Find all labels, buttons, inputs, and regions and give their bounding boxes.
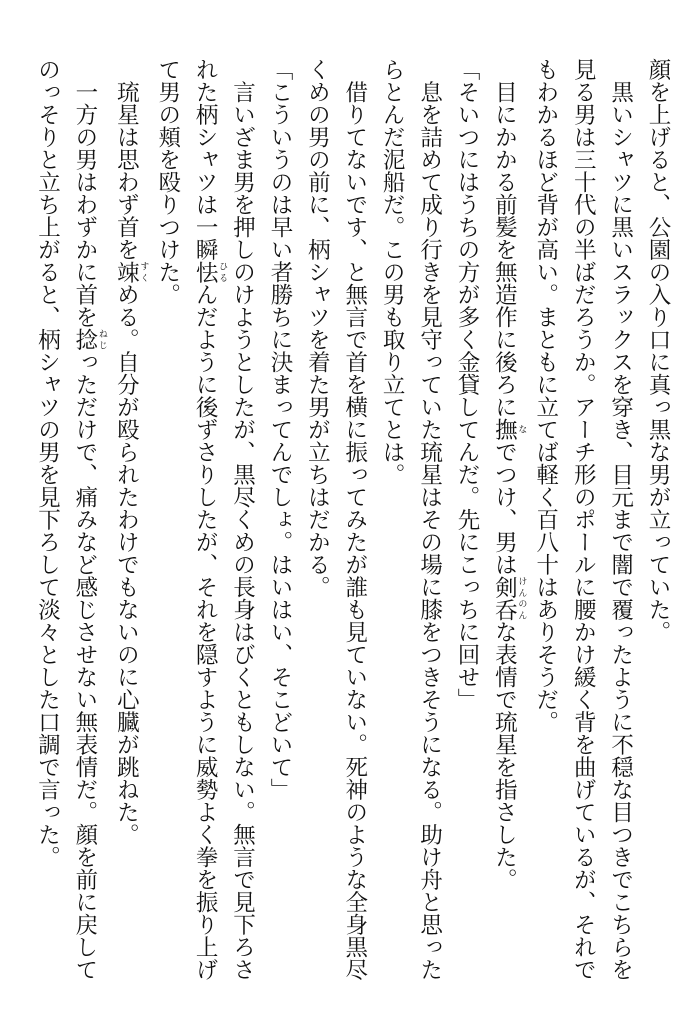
paragraph <box>28 58 107 988</box>
ruby-word <box>71 328 107 351</box>
paragraph <box>107 58 148 988</box>
ruby-word <box>113 260 149 284</box>
ruby-word <box>491 418 527 441</box>
ruby-reading: ねじ <box>96 328 107 351</box>
ruby-word <box>192 260 228 284</box>
text-run: 目にかかる前髪を無造作に後ろに <box>491 58 518 418</box>
text-run: 「そいつにはうちの方が多く金貸してんだ。先にこっちに回せ」 <box>453 58 480 711</box>
text-run: 「こういうのは早い者勝ちに決まってんでしょ。はいはい、そこどいて」 <box>266 58 293 801</box>
text-run: 琉星は思わず首を <box>113 58 140 261</box>
text-run: 黒いシャツに黒いスラックスを穿き、目元まで闇で覆ったように不穏な目つきでこちらを見る男は三十代の半ばだろうか。アーチ形のポールに腰かけ緩く背を曲げているが、それでもわかるほど背が高い。まともに立てば軽く百八十はありそうだ。 <box>532 58 634 981</box>
paragraph <box>298 58 373 988</box>
text-run: でつけ、男は <box>491 440 518 576</box>
text-run: 借りてないです、と無言で首を横に振ってみたが誰も見ていない。死神のような全身黒尽くめの男の前に、柄シャツを着た男が立ちはだかる。 <box>304 58 368 981</box>
paragraph <box>261 58 298 988</box>
paragraph <box>148 58 260 988</box>
text-run: 息を詰めて成り行きを見守っていた琉星はその場に膝をつきそうになる。助け舟と思ったらとんだ泥船だ。この男も取り立てとは。 <box>379 58 443 981</box>
paragraph <box>526 58 638 988</box>
ruby-word <box>491 575 527 621</box>
text-run: 顔を上げると、公園の入り口に真っ黒な男が立っていた。 <box>645 58 671 643</box>
ruby-reading: けんのん <box>516 575 527 621</box>
ruby-reading: すく <box>138 260 149 283</box>
ruby-reading: な <box>516 418 527 441</box>
text-run: っただけで、痛みなど感じさせない無表情だ。顔を前に戻してのっそりと立ち上がると、柄シャツの男を見下ろして淡々とした口調で言った。 <box>34 58 98 981</box>
vertical-text-body <box>28 58 676 988</box>
text-run: 言いざま男を押しのけようとしたが、黒尽くめの長身はびくともしない。無言で見下ろされた柄シャツは一瞬 <box>192 58 256 981</box>
paragraph <box>373 58 448 988</box>
paragraph <box>485 58 526 988</box>
ruby-reading: ひる <box>217 260 228 283</box>
text-run: める。自分が殴られたわけでもないのに心臓が跳ねた。 <box>113 283 140 846</box>
text-run: な表情で琉星を指さした。 <box>491 620 518 891</box>
ruby-base: 撫 <box>491 418 518 441</box>
text-run: 一方の男はわずかに首を <box>71 58 98 328</box>
ruby-base: 剣呑 <box>491 575 518 621</box>
paragraph <box>639 58 676 988</box>
ruby-base: 怯 <box>192 260 219 283</box>
paragraph <box>448 58 485 988</box>
ruby-base: 捻 <box>71 328 98 351</box>
ruby-base: 竦 <box>113 260 140 283</box>
text-run: んだように後ずさりしたが、それを隠すように威勢よく拳を振り上げて男の頬を殴りつけた。 <box>154 58 219 981</box>
